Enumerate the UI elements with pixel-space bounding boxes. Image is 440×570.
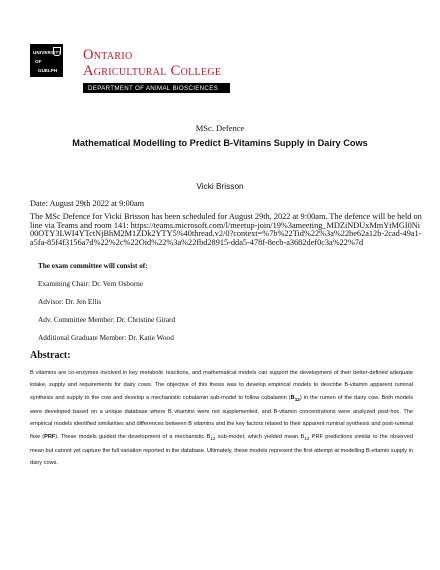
abstract-subscript: 12 [304, 435, 310, 441]
college-name [83, 47, 221, 79]
abstract-heading: Abstract: [30, 350, 71, 361]
defence-type: MSc. Defence [195, 123, 245, 133]
thesis-title: Mathematical Modelling to Predict B-Vitamins Supply in Dairy Cows [72, 138, 368, 148]
logo-text-line-3: GUELPH [38, 68, 58, 73]
committee-member: Adv. Committee Member: Dr. Christine Girard [38, 315, 176, 324]
department-name: DEPARTMENT OF ANIMAL BIOSCIENCES [88, 84, 219, 92]
college-name-line-2: Agricultural College [83, 63, 222, 79]
committee-member: Examining Chair: Dr. Vern Osborne [38, 279, 144, 288]
logo-text-line-1: UNIVERSITY [33, 50, 62, 55]
abstract-bold-prf: PRF [44, 433, 56, 440]
abstract-subscript: 12 [294, 396, 300, 402]
committee-member: Additional Graduate Member: Dr. Katie Wood [38, 333, 174, 342]
defence-notice-text[interactable]: The MSc Defence for Vicki Brisson has been scheduled for August 29th, 2022 at 9:00am. The defence will be held online via Teams and room 141: https://teams.microsoft.com/l/meetup-join/19%3ameeting_MDZiNDUxMmYtMGI0Ni00OTY3LWI4YTctNjBhM2M1ZDk2YTY5%40thread.v2/0?context=%7b%22Tid%22%3a%22be62a12b-2cad-49a1-a5fa-85f4f3156a7d%22%2c%22Oid%22%3a%22fbd28915-dda5-478f-8ecb-a3682def0c3a%22%7d [30, 212, 422, 248]
college-name-line-1: Ontario [83, 47, 133, 63]
abstract-bold-b12 [291, 395, 300, 401]
candidate-name: Vicki Brisson [196, 181, 244, 191]
abstract-body [30, 367, 413, 470]
abstract-text: ) in the rumen of the dairy cow. Both models were developed based on a unique database where B vitamins were not supplemented, and B-vitamin concentrations were analyzed post-hoc. The empirical models identified similarities and differences between B vitamins and the key factors related to their apparent ruminal synthesis and post-ruminal flow ( [30, 394, 413, 440]
abstract-text: PRF predictions similar to the observed mean but cannot yet capture the full variation reported in the database. Ultimately, these models represent the first attempt at modelling B-vitamin supply in dairy cows. [30, 433, 413, 467]
committee-member: Advisor: Dr. Jen Ellis [38, 297, 102, 306]
university-of-guelph-logo [30, 44, 63, 77]
abstract-subscript: 12 [210, 435, 216, 441]
department-banner [83, 83, 230, 93]
abstract-text: sub-model, which yielded mean B [215, 433, 305, 440]
abstract-bold-b: B [290, 394, 295, 401]
defence-date: Date: August 29th 2022 at 9:00am [30, 199, 145, 208]
abstract-paragraph [30, 367, 413, 470]
committee-heading: The exam committee will consist of: [38, 262, 148, 270]
abstract-text: ). These models guided the development of a mechanistic B [55, 433, 211, 440]
abstract-text: B vitamins are co-enzymes involved in key metabolic reactions, and mathematical models can support the development of their better-defined adequate intake, supply and requirements for dairy cows. The objective of this thesis was to develop empirical models to describe B-vitamin apparent ruminal synthesis and supply to the cow and develop a mechanistic cobalamin sub-model to follow cobalamin ( [30, 370, 413, 401]
logo-text-line-2: OF [35, 59, 42, 64]
